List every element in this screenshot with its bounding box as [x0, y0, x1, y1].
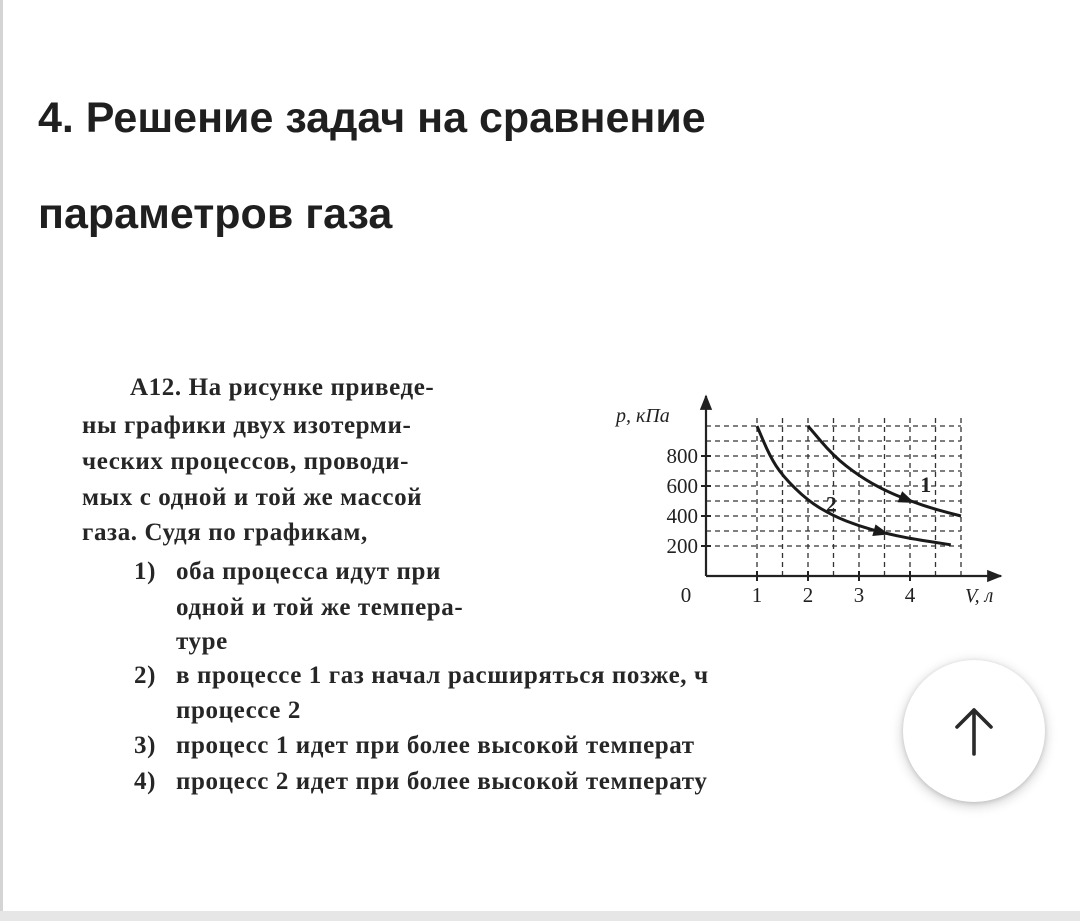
scroll-to-top-button[interactable] — [903, 660, 1045, 802]
option-4-line-1: процесс 2 идет при более высокой температу — [176, 768, 708, 795]
y-tick-label: 800 — [666, 444, 698, 468]
problem-intro-3: ческих процессов, проводи- — [82, 448, 410, 475]
curve-label-2: 2 — [825, 491, 837, 517]
direction-arrow-1 — [898, 491, 917, 508]
option-1-number: 1) — [134, 558, 157, 585]
x-tick-label: 3 — [853, 583, 865, 607]
option-3-number: 3) — [134, 732, 157, 759]
problem-line-1 — [130, 374, 434, 402]
y-tick-label: 200 — [666, 534, 698, 558]
x-tick-label: 2 — [802, 583, 814, 607]
problem-intro-1: На рисунке приведе- — [188, 374, 435, 401]
curve-label-1: 1 — [920, 472, 932, 497]
page-title-line-1: 4. Решение задач на сравнение — [38, 94, 706, 142]
option-1-line-3: туре — [176, 628, 228, 655]
y-axis-label: p, кПа — [616, 405, 670, 427]
option-4-number: 4) — [134, 768, 157, 795]
problem-intro-5: газа. Судя по графикам, — [82, 519, 368, 546]
x-axis-label: V, л — [965, 585, 994, 607]
x-tick-label: 1 — [751, 583, 763, 607]
option-1-line-1: оба процесса идут при — [176, 558, 442, 585]
x-tick-label: 0 — [680, 583, 692, 607]
option-3-line-1: процесс 1 идет при более высокой температ — [176, 732, 695, 759]
problem-intro-4: мых с одной и той же массой — [82, 484, 423, 511]
option-2-line-1: в процессе 1 газ начал расширяться позже, ч — [176, 662, 709, 689]
option-1-line-2: одной и той же темпера- — [176, 594, 464, 621]
tick-layer — [667, 444, 916, 607]
y-tick-label: 400 — [666, 504, 698, 528]
page-title-line-2: параметров газа — [38, 190, 393, 238]
arrow-up-icon — [951, 704, 997, 758]
bottom-bar — [0, 911, 1080, 921]
y-tick-label: 600 — [666, 474, 698, 498]
option-2-number: 2) — [134, 662, 157, 689]
option-2-line-2: процессе 2 — [176, 697, 301, 724]
x-tick-label: 4 — [904, 583, 916, 607]
isotherm-graph — [600, 378, 1020, 618]
problem-intro-2: ны графики двух изотерми- — [82, 412, 412, 439]
problem-number: А12. — [130, 374, 182, 401]
